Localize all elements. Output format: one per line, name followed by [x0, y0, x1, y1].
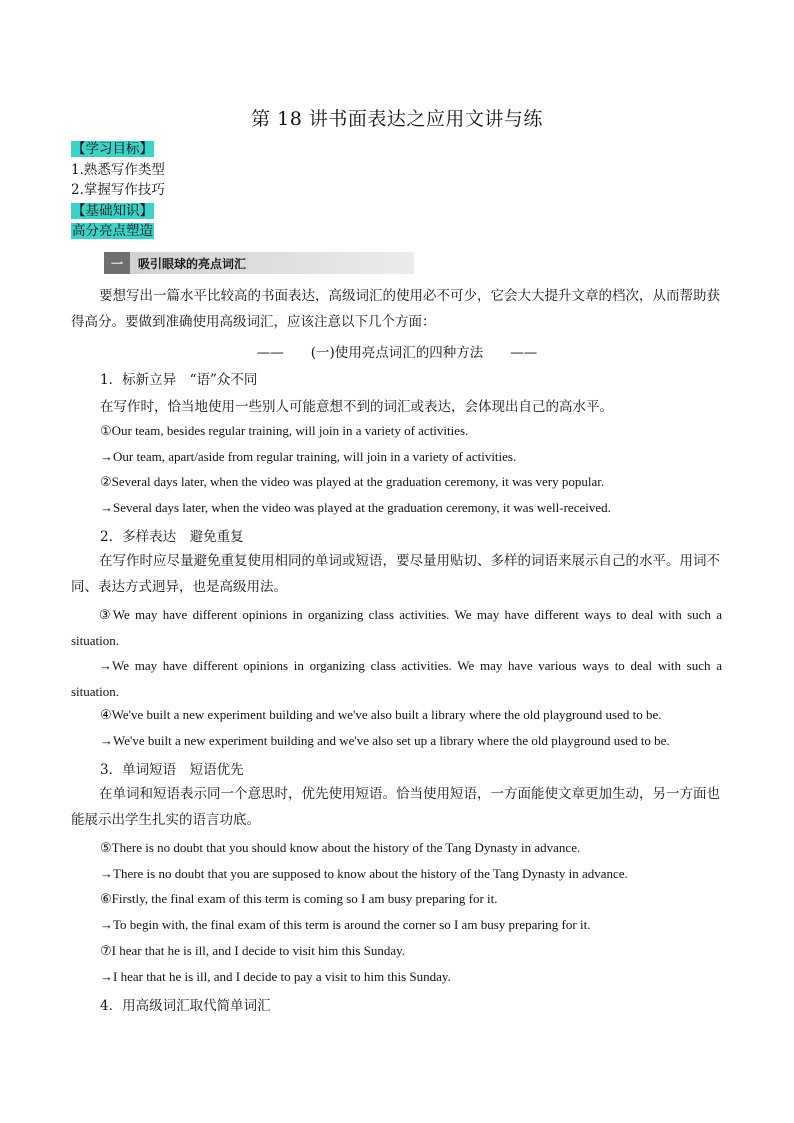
page-title: 第 18 讲书面表达之应用文讲与练: [251, 108, 543, 130]
example-improved: →I hear that he is ill, and I decide to pay a visit to him this Sunday.: [100, 969, 451, 984]
example-improved: →Our team, apart/aside from regular training, will join in a variety of activities.: [100, 449, 517, 464]
section-heading: 4．用高级词汇取代简单词汇: [100, 998, 271, 1014]
example-original: ②Several days later, when the video was played at the graduation ceremony, it was very popular.: [100, 474, 605, 489]
goals-heading: 【学习目标】: [72, 141, 153, 157]
example-improved: →There is no doubt that you are supposed to know about the history of the Tang Dynasty in advance.: [100, 866, 628, 881]
example-original: ⑦I hear that he is ill, and I decide to visit him this Sunday.: [100, 943, 406, 958]
example-improved: →We've built a new experiment building and we've also set up a library where the old playground used to be.: [100, 733, 670, 748]
example-original: ③We may have different opinions in organizing class activities. We may have different ways to deal with such a situation.: [71, 607, 722, 648]
goal-item: 2.掌握写作技巧: [71, 182, 165, 198]
intro-paragraph: 要想写出一篇水平比较高的书面表达，高级词汇的使用必不可少，它会大大提升文章的档次，从而帮助获得高分。要做到准确使用高级词汇，应该注意以下几个方面：: [71, 288, 720, 330]
example-original: ①Our team, besides regular training, will join in a variety of activities.: [100, 423, 469, 438]
example-original: ⑥Firstly, the final exam of this term is coming so I am busy preparing for it.: [100, 891, 498, 906]
section-banner: [104, 252, 414, 274]
example-improved: →To begin with, the final exam of this term is around the corner so I am busy preparing for it.: [100, 917, 591, 932]
section-heading: 3．单词短语 短语优先: [100, 762, 244, 778]
example-improved: →Several days later, when the video was played at the graduation ceremony, it was well-received.: [100, 500, 611, 515]
banner-label: 吸引眼球的亮点词汇: [138, 256, 247, 271]
example-improved: →We may have different opinions in organizing class activities. We may have various ways to deal with such a situation.: [71, 658, 722, 699]
goal-item: 1.熟悉写作类型: [71, 162, 165, 178]
section-heading: 2．多样表达 避免重复: [100, 529, 244, 545]
example-original: ④We've built a new experiment building and we've also built a library where the old playground used to be.: [100, 707, 662, 722]
basics-heading: 【基础知识】: [72, 203, 153, 219]
section-desc: 在单词和短语表示同一个意思时，优先使用短语。恰当使用短语，一方面能使文章更加生动，另一方面也能展示出学生扎实的语言功底。: [71, 786, 720, 828]
section-heading: 1．标新立异 “语”众不同: [100, 372, 258, 388]
banner-number: 一: [104, 252, 130, 274]
section-desc: 在写作时应尽量避免重复使用相同的单词或短语，要尽量用贴切、多样的词语来展示自己的水平。用词不同、表达方式迥异，也是高级用法。: [71, 553, 720, 595]
section-desc: 在写作时，恰当地使用一些别人可能意想不到的词汇或表达，会体现出自己的高水平。: [100, 399, 613, 415]
methods-title: —— (一)使用亮点词汇的四种方法 ——: [256, 345, 538, 361]
subheading: 高分亮点塑造: [72, 223, 153, 239]
example-original: ⑤There is no doubt that you should know about the history of the Tang Dynasty in advance.: [100, 840, 581, 855]
